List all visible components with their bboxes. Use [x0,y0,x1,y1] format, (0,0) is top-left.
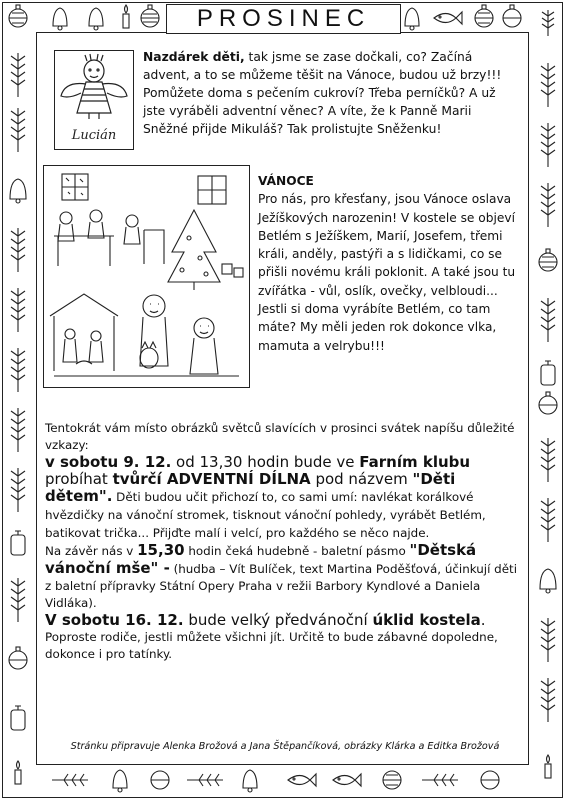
workshop-text-b: probíhat [45,470,113,488]
ornament-icon [9,647,27,669]
pine-branch-icon [541,63,555,107]
cleanup-text-b: . [480,611,486,629]
bell-icon [89,8,103,30]
pine-branch-icon [422,774,458,786]
workshop-text-a: od 13,30 hodin bude ve [171,453,360,471]
fish-icon [288,774,316,786]
angel-icon [55,51,133,149]
workshop-description: Děti budou učit přichozí to, co sami umí: navlékat korálkové hvězdičky na vánoční stromek, tisknout vánoční pohledy, vyrábět Betlém, batikovat trička... Přijďte malí i velcí, pro každého se něco najde. [45,490,486,540]
ornament-icon [475,5,493,27]
announcement-workshop [45,454,523,542]
fish-icon [434,12,462,24]
ornament-icon [481,771,499,789]
workshop-place: Farním klubu [359,453,471,471]
pine-branch-icon [541,618,555,662]
intro-paragraph [143,48,518,138]
angel-illustration [54,50,134,150]
mass-time: 15,30 [137,541,185,559]
pine-branch-icon [11,348,25,392]
pine-branch-icon [541,123,555,167]
pine-branch-icon [541,183,555,227]
bell-icon [243,770,257,792]
ornament-icon [151,771,169,789]
workshop-text-c: pod názvem [310,470,413,488]
bell-icon [405,8,419,30]
bell-icon [53,8,67,30]
cleanup-description: Poproste rodiče, jestli můžete všichni jít. Určitě to bude zábavné dopoledne, dokonce i pro tatínky. [45,630,498,661]
lantern-icon [11,706,25,730]
pine-branch-icon [11,578,25,622]
vanoce-text: Pro nás, pro křesťany, jsou Vánoce oslava Ježíškových narozenin! V kostele se objeví Betlém s Ježíškem, Marií, Josefem, třemi králi, anděly, pastýři a s lidičkami, co se přišli novému králi poklonit. A také jsou tu zvířátka - vůl, oslík, ovečky, velbloudi... Jestli si doma vyrábíte Betlém, co tam máte? My měli jeden rok dokonce vlka, mamuta a velrybu!!! [258,192,516,353]
christmas-drawing [43,165,250,388]
pine-branch-icon [542,10,554,36]
cleanup-date: V sobotu 16. 12. [45,611,184,629]
candle-icon [545,755,551,778]
mass-text-b: hodin čeká hudebně - baletní pásmo [184,544,406,558]
page-credits: Stránku připravuje Alenka Brožová a Jana Štěpančíková, obrázky Klárka a Editka Brožová [70,741,500,752]
lantern-icon [11,531,25,555]
ornament-icon [539,249,557,271]
pine-branch-icon [11,288,25,332]
title-banner [166,4,401,34]
pine-branch-icon [541,498,555,542]
workshop-date: v sobotu 9. 12. [45,453,172,471]
fish-icon [333,774,361,786]
cleanup-text-a: bude velký předvánoční [183,611,373,629]
pine-branch-icon [11,468,25,512]
page-title: PROSINEC [196,5,371,32]
pine-branch-icon [11,53,25,97]
pine-branch-icon [11,408,25,452]
bell-icon [113,770,127,792]
announcement-mass [45,542,523,612]
pine-branch-icon [187,774,223,786]
candle-icon [15,761,21,784]
announcements [45,420,523,663]
mass-name: "Dětská vánoční mše" - [45,541,477,577]
mass-text-a: Na závěr nás v [45,544,138,558]
vanoce-section [258,172,520,355]
bell-icon [540,569,556,593]
workshop-name: "Děti dětem". [45,470,456,505]
announcements-lead: Tentokrát vám místo obrázků světců slavících v prosinci svátek napíšu důležité vzkazy: [45,421,515,452]
announcement-cleanup [45,612,523,629]
ornament-icon [539,392,557,414]
bell-icon [10,179,26,203]
ornament-icon [141,5,159,27]
nativity-drawing-icon [44,166,249,387]
pine-branch-icon [52,774,88,786]
ornament-icon [503,5,521,27]
intro-text: tak jsme se zase dočkali, co? Začíná advent, a to se můžeme těšit na Vánoce, budou už brzy!!! Pomůžete doma s pečením cukroví? Třeba perníčků? A už jste vyráběli adventní věnec? A víte, že k Panně Marii Sněžné přijde Mikuláš? Tak prolistujte Sněženku! [143,50,502,136]
pine-branch-icon [541,678,555,722]
pine-branch-icon [541,298,555,342]
candle-icon [123,5,129,28]
vanoce-heading: VÁNOCE [258,174,314,188]
pine-branch-icon [11,108,25,152]
angel-signature: Lucián [71,128,117,143]
cleanup-event: úklid kostela [372,611,481,629]
pine-branch-icon [541,438,555,482]
lantern-icon [541,361,555,385]
workshop-event: tvůrčí ADVENTNÍ DÍLNA [112,470,311,488]
ornament-icon [9,5,27,27]
mass-credits: (hudba – Vít Bulíček, text Martina Poděšťová, účinkují děti z baletní přípravky Státní Opery Praha v režii Barbory Kyndlové a Daniela Vidláka). [45,562,518,610]
intro-greeting: Nazdárek děti, [143,50,245,64]
ornament-icon [383,771,401,789]
pine-branch-icon [11,228,25,272]
